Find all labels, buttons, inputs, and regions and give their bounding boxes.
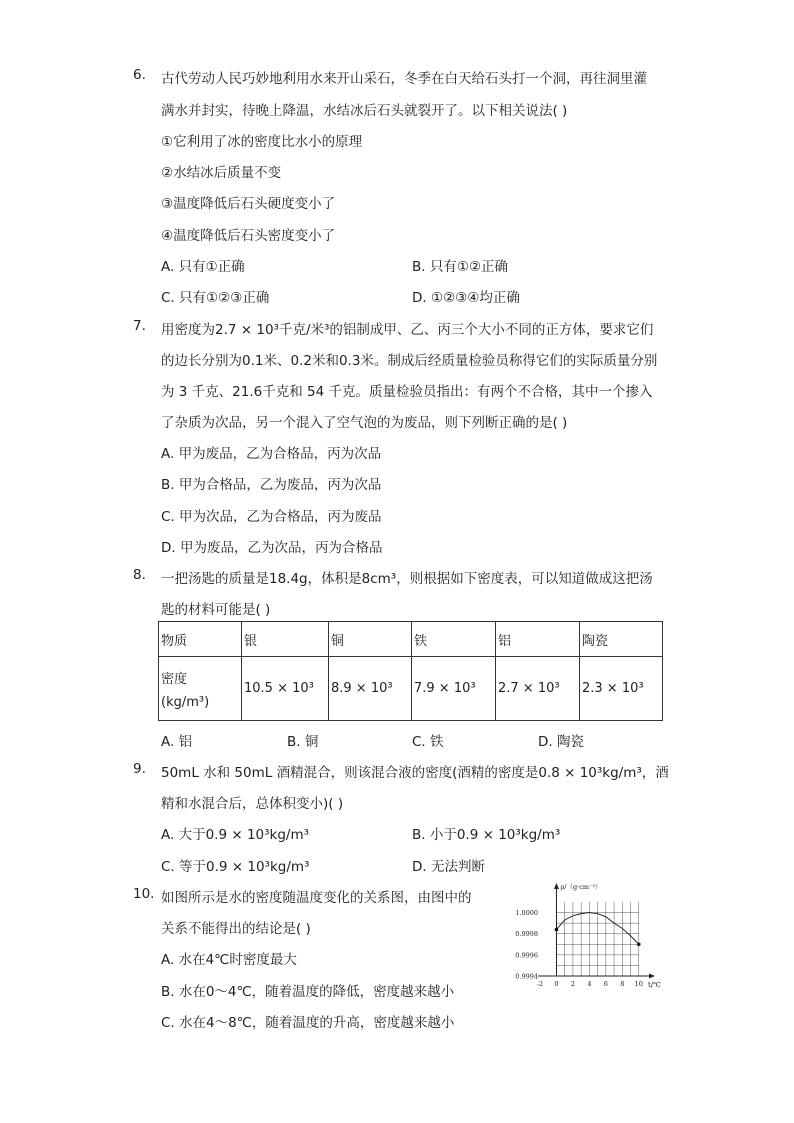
density-table bbox=[158, 621, 663, 721]
x-tick-label: 2 bbox=[570, 980, 575, 988]
x-tick-label: -2 bbox=[536, 980, 544, 988]
q9-option-b[interactable]: B. 小于0.9 × 10³kg/m³ bbox=[412, 827, 561, 843]
x-tick-label: 0 bbox=[554, 980, 559, 988]
table-header-copper: 铜 bbox=[329, 622, 412, 657]
q6-option-c[interactable]: C. 只有①②③正确 bbox=[161, 290, 270, 306]
q9-option-d[interactable]: D. 无法判断 bbox=[412, 859, 485, 875]
x-tick-label: 4 bbox=[587, 980, 592, 988]
q8-option-d[interactable]: D. 陶瓷 bbox=[538, 734, 584, 750]
y-tick-label: 0.9998 bbox=[515, 930, 538, 939]
q7-option-a[interactable]: A. 甲为废品，乙为合格品，丙为次品 bbox=[161, 446, 382, 462]
y-axis-arrow bbox=[554, 883, 559, 889]
x-axis-arrow bbox=[649, 974, 655, 979]
table-header-aluminum: 铝 bbox=[496, 622, 580, 657]
y-tick-label: 0.9994 bbox=[515, 972, 538, 981]
q10-option-c[interactable]: C. 水在4～8℃，随着温度的升高，密度越来越小 bbox=[161, 1015, 455, 1031]
curve-end-point bbox=[637, 942, 641, 946]
y-axis-label: ρ/（g·cm⁻³） bbox=[560, 883, 602, 891]
q7-option-c[interactable]: C. 甲为次品，乙为合格品，丙为废品 bbox=[161, 509, 382, 525]
table-cell-iron: 7.9 × 10³ bbox=[412, 657, 496, 721]
table-header-iron: 铁 bbox=[412, 622, 496, 657]
x-tick-label: 6 bbox=[603, 980, 608, 988]
table-header-substance: 物质 bbox=[159, 622, 242, 657]
q6-number: 6. bbox=[133, 67, 146, 83]
table-cell-ceramic: 2.3 × 10³ bbox=[580, 657, 663, 721]
q9-text-2: 精和水混合后，总体积变小)( ) bbox=[161, 796, 344, 812]
q8-number: 8. bbox=[133, 567, 146, 583]
q6-text-2: 满水并封实，待晚上降温，水结冰后石头就裂开了。以下相关说法( ) bbox=[161, 103, 568, 119]
q6-item-2: ②水结冰后质量不变 bbox=[161, 165, 282, 181]
q10-number: 10. bbox=[133, 886, 155, 902]
q8-text-1: 一把汤匙的质量是18.4g，体积是8cm³，则根据如下密度表，可以知道做成这把汤 bbox=[161, 571, 653, 587]
table-header-silver: 银 bbox=[242, 622, 329, 657]
x-tick-label: 10 bbox=[634, 980, 643, 988]
q9-option-a[interactable]: A. 大于0.9 × 10³kg/m³ bbox=[161, 827, 310, 843]
q6-item-1: ①它利用了冰的密度比水小的原理 bbox=[161, 134, 363, 150]
table-header-ceramic: 陶瓷 bbox=[580, 622, 663, 657]
q6-option-d[interactable]: D. ①②③④均正确 bbox=[412, 290, 520, 306]
table-cell-copper: 8.9 × 10³ bbox=[329, 657, 412, 721]
q7-line-2: 的边长分别为0.1米、0.2米和0.3米。制成后经质量检验员称得它们的实际质量分别 bbox=[161, 353, 658, 369]
q10-option-a[interactable]: A. 水在4℃时密度最大 bbox=[161, 952, 297, 968]
q8-option-c[interactable]: C. 铁 bbox=[412, 734, 444, 750]
q10-option-b[interactable]: B. 水在0～4℃，随着温度的降低，密度越来越小 bbox=[161, 984, 455, 1000]
q6-item-3: ③温度降低后石头硬度变小了 bbox=[161, 196, 336, 212]
q7-line-3: 为 3 千克、21.6千克和 54 千克。质量检验员指出：有两个不合格，其中一个掺入 bbox=[161, 384, 653, 400]
density-temperature-chart bbox=[495, 880, 665, 992]
q8-option-a[interactable]: A. 铝 bbox=[161, 734, 193, 750]
q7-option-b[interactable]: B. 甲为合格品，乙为废品，丙为次品 bbox=[161, 477, 382, 493]
q6-item-4: ④温度降低后石头密度变小了 bbox=[161, 228, 336, 244]
table-cell-silver: 10.5 × 10³ bbox=[242, 657, 329, 721]
x-axis-label: t/℃ bbox=[648, 981, 662, 989]
y-tick-label: 0.9996 bbox=[515, 951, 538, 960]
q10-text-2: 关系不能得出的结论是( ) bbox=[161, 921, 311, 937]
q7-number: 7. bbox=[133, 318, 146, 334]
q10-text-1: 如图所示是水的密度随温度变化的关系图，由图中的 bbox=[161, 890, 472, 906]
q9-option-c[interactable]: C. 等于0.9 × 10³kg/m³ bbox=[161, 859, 310, 875]
x-tick-label: 8 bbox=[620, 980, 625, 988]
q6-option-a[interactable]: A. 只有①正确 bbox=[161, 259, 245, 275]
row-label-unit: (kg/m³) bbox=[161, 694, 210, 710]
q6-option-b[interactable]: B. 只有①②正确 bbox=[412, 259, 509, 275]
q8-text-2: 匙的材料可能是( ) bbox=[161, 602, 271, 618]
curve-start-point bbox=[555, 928, 559, 932]
q9-text-1: 50mL 水和 50mL 酒精混合，则该混合液的密度(酒精的密度是0.8 × 10³kg/m³，酒 bbox=[161, 765, 669, 781]
table-row-label bbox=[159, 657, 242, 721]
q9-number: 9. bbox=[133, 761, 146, 777]
q7-line-1: 用密度为2.7 × 10³千克/米³的铝制成甲、乙、丙三个大小不同的正方体，要求它们 bbox=[161, 322, 654, 338]
y-tick-label: 1.0000 bbox=[515, 909, 538, 918]
q7-option-d[interactable]: D. 甲为废品，乙为次品，丙为合格品 bbox=[161, 540, 383, 556]
row-label-density: 密度 bbox=[161, 671, 188, 687]
q7-line-4: 了杂质为次品，另一个混入了空气泡的为废品，则下列断正确的是( ) bbox=[161, 415, 568, 431]
q8-option-b[interactable]: B. 铜 bbox=[287, 734, 319, 750]
q6-text-1: 古代劳动人民巧妙地利用水来开山采石，冬季在白天给石头打一个洞，再往洞里灌 bbox=[161, 71, 647, 87]
table-cell-aluminum: 2.7 × 10³ bbox=[496, 657, 580, 721]
